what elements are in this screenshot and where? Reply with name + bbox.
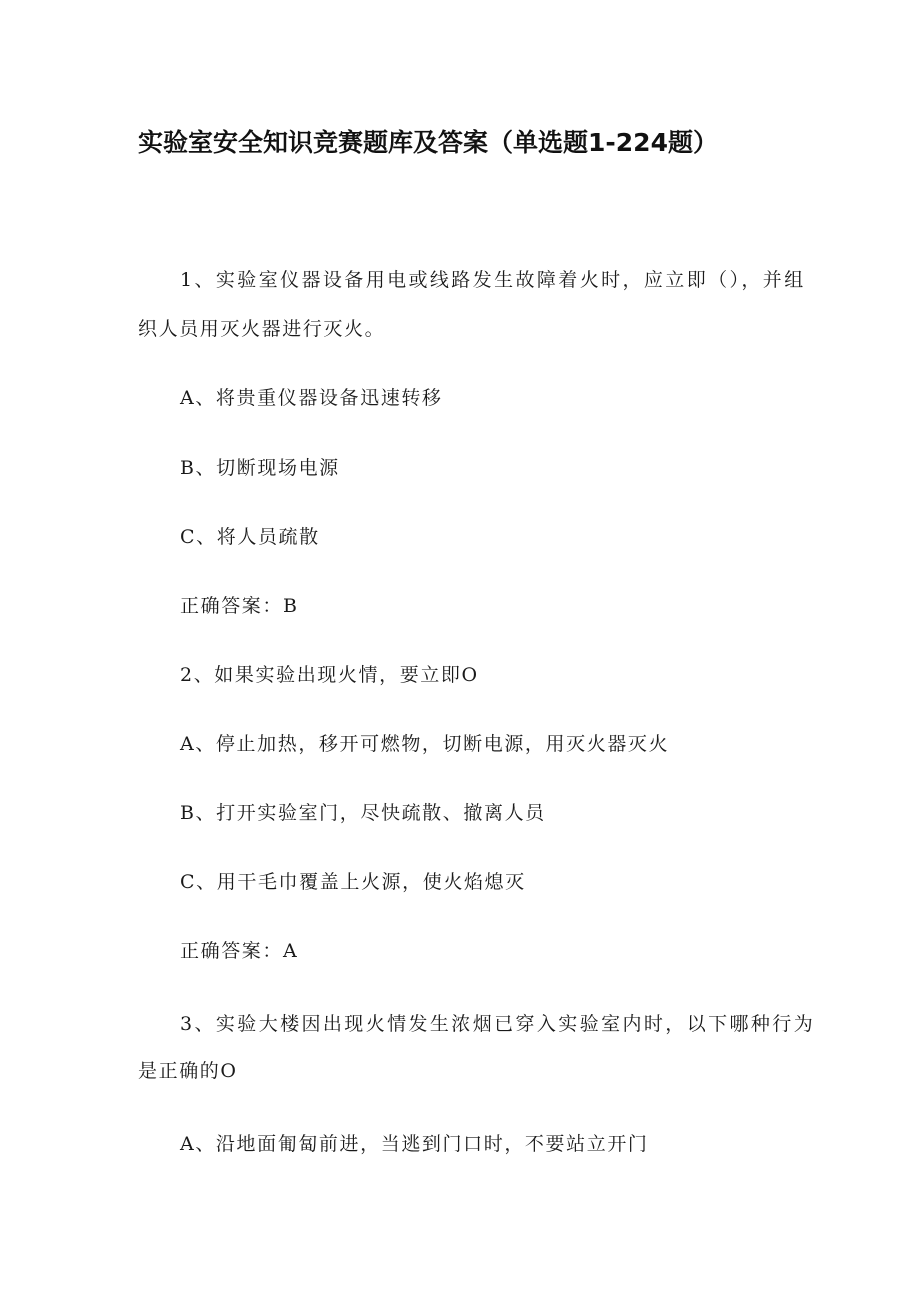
question-3-text: 3、实验大楼因出现火情发生浓烟已穿入实验室内时，以下哪种行为	[180, 1013, 816, 1035]
question-1-text-continued: 织人员用灭火器进行灭火。	[138, 318, 386, 340]
question-2-option-a: A、停止加热，移开可燃物，切断电源，用灭火器灭火	[180, 733, 670, 755]
question-2-option-c: C、用干毛巾覆盖上火源，使火焰熄灭	[180, 871, 526, 893]
question-1-option-b: B、切断现场电源	[180, 457, 340, 479]
question-1-answer: 正确答案：B	[180, 595, 299, 617]
question-1-option-c: C、将人员疏散	[180, 526, 320, 548]
question-1-option-a: A、将贵重仪器设备迅速转移	[180, 387, 443, 409]
question-1-text: 1、实验室仪器设备用电或线路发生故障着火时，应立即（），并组	[180, 269, 806, 291]
question-2-text: 2、如果实验出现火情，要立即O	[180, 664, 479, 686]
question-3-option-a: A、沿地面匍匐前进，当逃到门口时，不要站立开门	[180, 1133, 649, 1155]
question-2-answer: 正确答案：A	[180, 940, 299, 962]
document-title: 实验室安全知识竞赛题库及答案（单选题1-224题）	[138, 128, 718, 157]
question-3-text-continued: 是正确的O	[138, 1060, 238, 1082]
question-2-option-b: B、打开实验室门，尽快疏散、撤离人员	[180, 802, 546, 824]
